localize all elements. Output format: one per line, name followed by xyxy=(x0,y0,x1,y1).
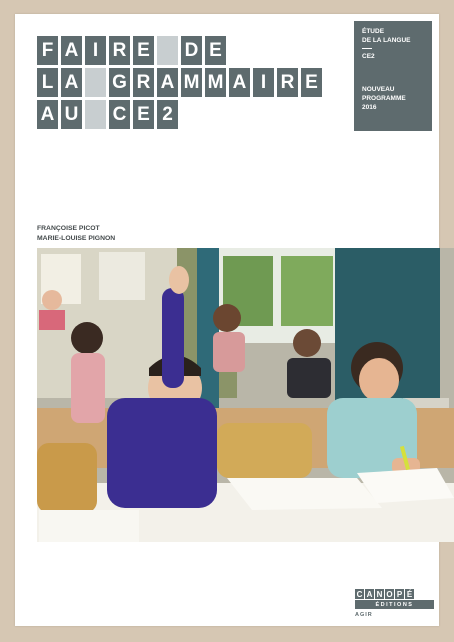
publisher-logo xyxy=(355,589,433,618)
title-tile: 2 xyxy=(157,100,178,129)
book-cover xyxy=(15,14,439,626)
classroom-photo xyxy=(37,248,454,542)
title-tile-blank xyxy=(85,100,106,129)
title-tile: R xyxy=(277,68,298,97)
subject-line-1: ÉTUDE xyxy=(362,28,385,35)
title-tile: M xyxy=(205,68,226,97)
classroom-photo-illustration xyxy=(37,248,454,542)
title-tile-blank xyxy=(157,36,178,65)
series-info-box xyxy=(354,21,432,131)
logo-letters xyxy=(355,589,433,599)
logo-letter: A xyxy=(366,589,373,599)
logo-letter: P xyxy=(396,589,403,599)
title-tile: E xyxy=(205,36,226,65)
logo-letter: É xyxy=(406,589,413,599)
title-row-2 xyxy=(37,68,325,97)
title-tile: A xyxy=(61,36,82,65)
title-tile: M xyxy=(181,68,202,97)
publisher-tagline: AGIR xyxy=(355,612,373,618)
subject-line-2: DE LA LANGUE xyxy=(362,37,411,44)
title-tile: I xyxy=(85,36,106,65)
title-tile-blank xyxy=(85,68,106,97)
authors xyxy=(37,224,115,244)
logo-letter: C xyxy=(356,589,363,599)
title-tile: U xyxy=(61,100,82,129)
title-tile: A xyxy=(229,68,250,97)
logo-letter: N xyxy=(376,589,383,599)
title-tile: R xyxy=(133,68,154,97)
title-tile: A xyxy=(37,100,58,129)
title-tile: C xyxy=(109,100,130,129)
edition-line-2: PROGRAMME xyxy=(362,95,406,102)
divider xyxy=(362,48,372,49)
edition-line-3: 2016 xyxy=(362,104,377,111)
author-name: MARIE-LOUISE PIGNON xyxy=(37,235,116,242)
title-tile: D xyxy=(181,36,202,65)
title-row-1 xyxy=(37,36,325,65)
title-tile: G xyxy=(109,68,130,97)
title-tile: A xyxy=(157,68,178,97)
title-tile: E xyxy=(133,100,154,129)
level-label: CE2 xyxy=(362,53,375,60)
title-tile: A xyxy=(61,68,82,97)
title-row-3 xyxy=(37,100,325,129)
title-tile: E xyxy=(301,68,322,97)
logo-letter: O xyxy=(386,589,393,599)
logo-subtitle: ÉDITIONS xyxy=(355,600,434,609)
title-tile: R xyxy=(109,36,130,65)
edition-line-1: NOUVEAU xyxy=(362,86,395,93)
title-tile: E xyxy=(133,36,154,65)
title-tile: I xyxy=(253,68,274,97)
author-name: FRANÇOISE PICOT xyxy=(37,225,100,232)
title-tile: F xyxy=(37,36,58,65)
title-grid xyxy=(37,36,325,132)
title-tile: L xyxy=(37,68,58,97)
